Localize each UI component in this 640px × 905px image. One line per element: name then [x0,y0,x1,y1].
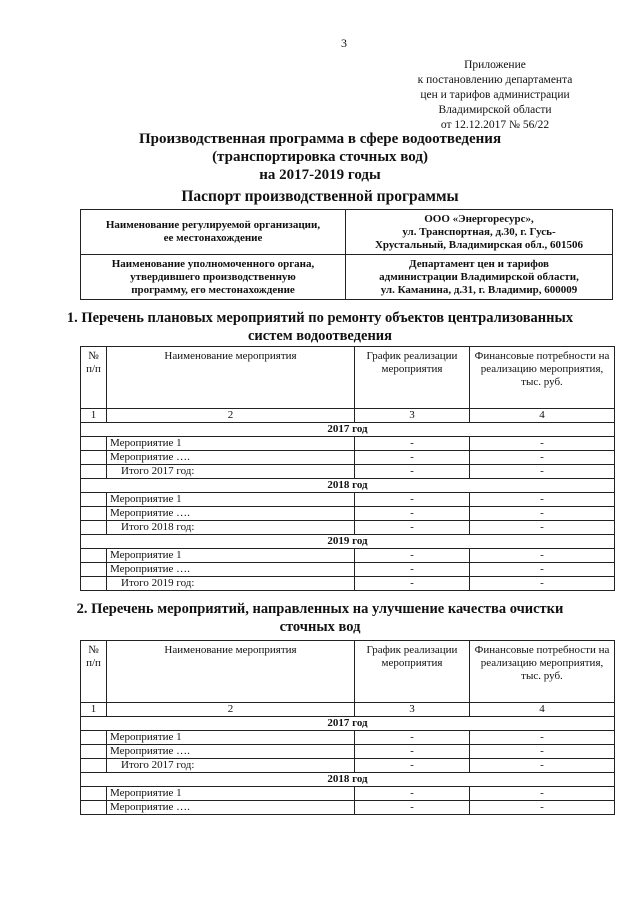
table-header-row [81,347,615,409]
header-cell: № п/п [81,641,107,703]
section-title-line: 1. Перечень плановых мероприятий по ремонту объектов централизованных [66,310,574,326]
section2-title [0,600,640,636]
passport-heading: Паспорт производственной программы [181,188,459,205]
passport-value-line: ул. Каманина, д.31, г. Владимир, 600009 [380,283,578,296]
passport-value-cell [346,210,613,255]
column-number: 1 [81,409,107,423]
column-number: 3 [355,409,470,423]
header-cell: Финансовые потребности на реализацию мероприятия, тыс. руб. [470,641,615,703]
event-finance: - [470,549,615,563]
passport-value-line: ул. Транспортная, д.30, г. Гусь- [402,225,556,238]
total-finance: - [470,759,615,773]
passport-value-line: Хрустальный, Владимирская обл., 601506 [374,238,584,251]
column-number: 3 [355,703,470,717]
event-finance: - [470,507,615,521]
total-label: Итого 2019 год: [107,577,355,591]
column-number: 2 [107,409,355,423]
event-name: Мероприятие 1 [107,787,355,801]
event-name: Мероприятие …. [107,563,355,577]
passport-value-cell [346,255,613,300]
header-cell: График реализации мероприятия [355,347,470,409]
passport-label-line: программу, его местонахождение [131,283,295,296]
event-finance: - [470,745,615,759]
title-line: Производственная программа в сфере водоотведения [138,131,502,147]
event-schedule: - [355,787,470,801]
year-label: 2018 год [81,773,615,787]
appendix-line: Владимирской области [438,104,552,116]
appendix-line: к постановлению департамента [417,74,573,86]
title-line: (транспортировка сточных вод) [212,149,428,165]
table-row [81,507,615,521]
event-schedule: - [355,451,470,465]
year-label: 2017 год [81,423,615,437]
column-number-row [81,409,615,423]
table-header-row [81,641,615,703]
column-number: 4 [470,703,615,717]
table-row [81,731,615,745]
total-finance: - [470,577,615,591]
event-finance: - [470,787,615,801]
event-schedule: - [355,549,470,563]
year-row [81,535,615,549]
event-finance: - [470,731,615,745]
event-schedule: - [355,493,470,507]
section1-title [0,309,640,345]
total-label: Итого 2017 год: [107,759,355,773]
header-cell: График реализации мероприятия [355,641,470,703]
page-number: 3 [341,36,347,50]
section-title-line: сточных вод [279,619,361,635]
passport-label-line: Наименование уполномоченного органа, [111,257,315,270]
total-row [81,521,615,535]
event-schedule: - [355,563,470,577]
passport-label-line: ее местонахождение [163,232,263,244]
passport-value-line: администрации Владимирской области, [379,270,579,283]
title-line: на 2017-2019 годы [259,167,381,183]
passport-label-line: утвердившего производственную [130,270,296,283]
total-row [81,759,615,773]
year-label: 2017 год [81,717,615,731]
appendix-line: цен и тарифов администрации [420,89,570,101]
event-schedule: - [355,801,470,815]
document-title [0,130,640,184]
total-finance: - [470,465,615,479]
total-row [81,465,615,479]
event-name: Мероприятие 1 [107,549,355,563]
header-cell: Наименование мероприятия [107,641,355,703]
event-name: Мероприятие …. [107,745,355,759]
passport-row [81,255,613,300]
passport-label-cell [81,255,346,300]
event-finance: - [470,493,615,507]
total-schedule: - [355,465,470,479]
total-schedule: - [355,759,470,773]
event-name: Мероприятие 1 [107,731,355,745]
passport-table [80,209,613,300]
event-schedule: - [355,745,470,759]
event-name: Мероприятие …. [107,801,355,815]
section-title-line: систем водоотведения [247,328,393,344]
event-schedule: - [355,437,470,451]
header-cell: Наименование мероприятия [107,347,355,409]
total-finance: - [470,521,615,535]
column-number: 2 [107,703,355,717]
total-schedule: - [355,577,470,591]
year-row [81,479,615,493]
event-name: Мероприятие …. [107,507,355,521]
table-row [81,801,615,815]
event-name: Мероприятие 1 [107,493,355,507]
passport-label-line: Наименование регулируемой организации, [105,219,321,231]
table-row [81,549,615,563]
table-row [81,745,615,759]
event-finance: - [470,801,615,815]
table-row [81,437,615,451]
total-label: Итого 2018 год: [107,521,355,535]
appendix-line: от 12.12.2017 № 56/22 [440,119,550,131]
column-number-row [81,703,615,717]
total-schedule: - [355,521,470,535]
header-cell: Финансовые потребности на реализацию мероприятия, тыс. руб. [470,347,615,409]
event-finance: - [470,563,615,577]
passport-value-line: Департамент цен и тарифов [409,257,549,270]
header-cell: № п/п [81,347,107,409]
section1-table [80,346,615,591]
event-name: Мероприятие …. [107,451,355,465]
event-schedule: - [355,731,470,745]
table-row [81,451,615,465]
year-row [81,773,615,787]
table-row [81,787,615,801]
year-row [81,717,615,731]
table-row [81,563,615,577]
appendix-block [400,58,590,133]
event-finance: - [470,451,615,465]
event-name: Мероприятие 1 [107,437,355,451]
passport-label-cell [81,210,346,255]
table-row [81,493,615,507]
year-label: 2018 год [81,479,615,493]
event-finance: - [470,437,615,451]
passport-row [81,210,613,255]
event-schedule: - [355,507,470,521]
section2-table [80,640,615,815]
total-label: Итого 2017 год: [107,465,355,479]
total-row [81,577,615,591]
section-title-line: 2. Перечень мероприятий, направленных на улучшение качества очистки [76,601,564,617]
year-label: 2019 год [81,535,615,549]
column-number: 4 [470,409,615,423]
year-row [81,423,615,437]
appendix-line: Приложение [464,59,526,71]
column-number: 1 [81,703,107,717]
passport-value-line: ООО «Энергоресурс», [424,212,534,225]
